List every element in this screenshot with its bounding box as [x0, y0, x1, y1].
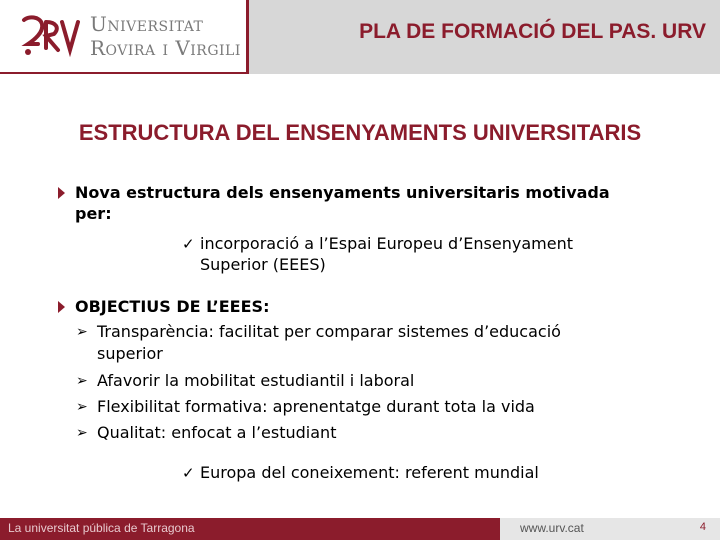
objective-item-4: Qualitat: enfocat a l’estudiant — [97, 423, 337, 442]
logo-line-1: Universitat — [90, 12, 204, 36]
objective-item-1-continued: superior — [97, 344, 163, 363]
triangle-bullet-icon — [58, 301, 65, 313]
page-number: 4 — [699, 521, 706, 533]
arrow-bullet-icon: ➢ — [76, 324, 88, 340]
check-2-text: Europa del coneixement: referent mundial — [200, 463, 539, 482]
footer-url: www.urv.cat — [520, 521, 584, 535]
check-icon: ✓ — [182, 464, 195, 482]
triangle-bullet-icon — [58, 187, 65, 199]
footer-tagline: La universitat pública de Tarragona — [8, 521, 195, 535]
objective-item-2: Afavorir la mobilitat estudiantil i laboral — [97, 371, 415, 390]
logo-line-2: Rovira i Virgili — [90, 36, 241, 60]
check-1-text-line-1: incorporació a l’Espai Europeu d’Ensenyament — [200, 234, 573, 253]
footer-tagline-bar — [0, 518, 500, 540]
check-1-text-line-2: Superior (EEES) — [200, 255, 326, 274]
slide-title: ESTRUCTURA DEL ENSENYAMENTS UNIVERSITARIS — [78, 120, 642, 145]
check-icon: ✓ — [182, 235, 195, 253]
bullet-1-text-line-2: per: — [75, 204, 112, 223]
arrow-bullet-icon: ➢ — [76, 425, 88, 441]
bullet-1-text-line-1: Nova estructura dels ensenyaments universitaris motivada — [75, 183, 610, 202]
bullet-2-heading: OBJECTIUS DE L’EEES: — [75, 297, 270, 316]
objective-item-3: Flexibilitat formativa: aprenentatge durant tota la vida — [97, 397, 535, 416]
arrow-bullet-icon: ➢ — [76, 399, 88, 415]
objective-item-1: Transparència: facilitat per comparar sistemes d’educació — [97, 322, 561, 341]
slide-footer — [0, 518, 720, 540]
footer-url-bar — [500, 518, 720, 540]
header-title: PLA DE FORMACIÓ DEL PAS. URV — [359, 20, 706, 43]
arrow-bullet-icon: ➢ — [76, 373, 88, 389]
